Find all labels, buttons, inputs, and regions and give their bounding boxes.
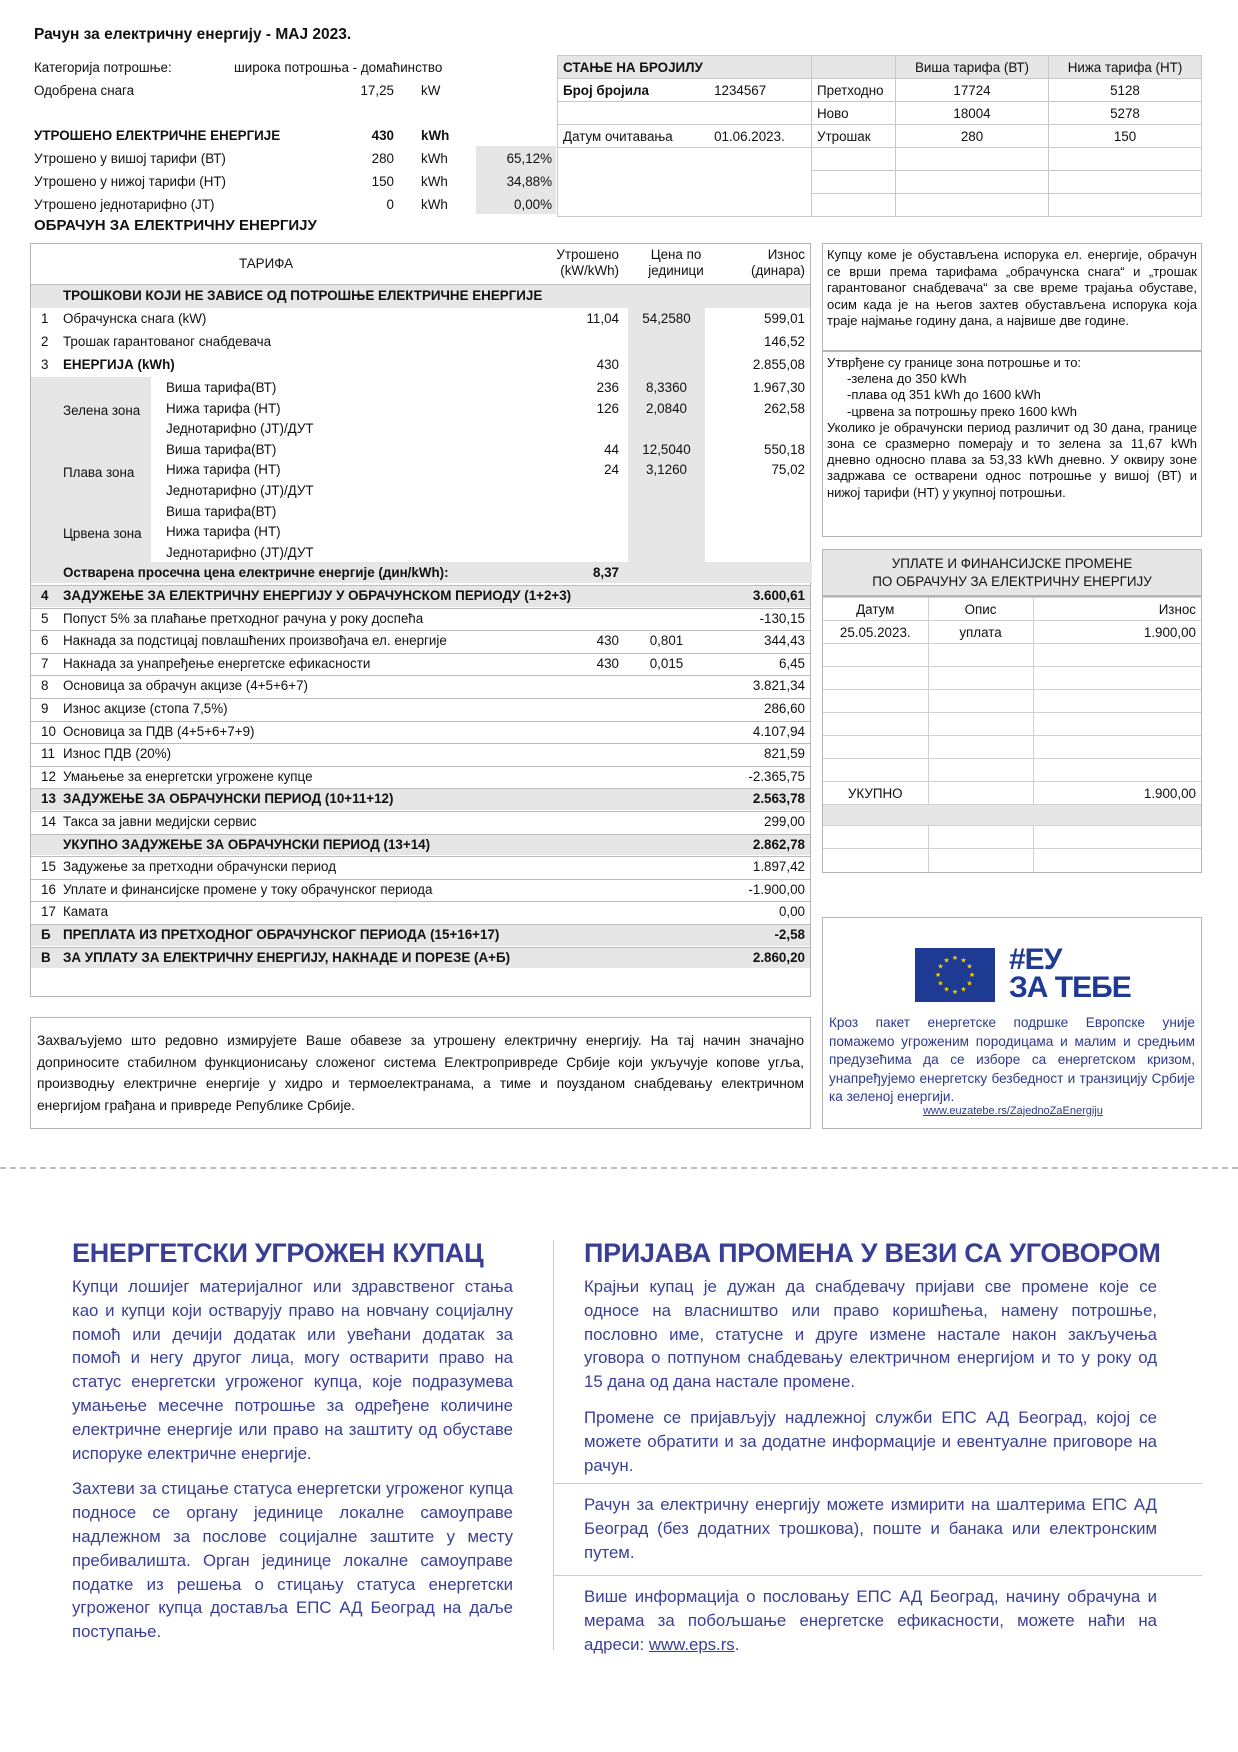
zone-tariff-row: Виша тарифа(ВТ) 44 12,5040 550,18 [166, 441, 805, 457]
svg-text:★: ★ [966, 962, 973, 971]
calc-row-2: 2 Трошак гарантованог снабдевача 146,52 [41, 334, 805, 349]
meter-vt-value: 18004 [896, 102, 1049, 125]
info-block [34, 56, 554, 212]
payment-desc: уплата [928, 621, 1033, 644]
calc-heading: ОБРАЧУН ЗА ЕЛЕКТРИЧНУ ЕНЕРГИЈУ [34, 217, 317, 234]
meter-nt-value: 150 [1049, 125, 1202, 148]
power-unit: kW [421, 83, 441, 98]
zone-tariff-row: Нижа тарифа (НТ) 24 3,1260 75,02 [166, 462, 805, 478]
eu-flag-icon [915, 948, 995, 1002]
meter-vt-value: 280 [896, 125, 1049, 148]
meter-number-label: Број бројила [558, 79, 710, 102]
zone-tariff-row: Једнотарифно (ЈТ)/ДУТ [166, 544, 314, 560]
eu-box [822, 917, 1202, 1129]
zone-tariff-row: Нижа тарифа (НТ) [166, 524, 281, 540]
calc-item-row: 9 Износ акцизе (стопа 7,5%) 286,60 [41, 701, 805, 716]
zone-tariff-row: Једнотарифно (ЈТ)/ДУТ [166, 421, 314, 437]
zone-tariff-row: Виша тарифа(ВТ) 236 8,3360 1.967,30 [166, 380, 805, 395]
bill-title: Рачун за електричну енергију - МАЈ 2023. [34, 26, 352, 43]
calc-item-row: 11 Износ ПДВ (20%) 821,59 [41, 746, 805, 762]
calc-item-row: 8 Основица за обрачун акцизе (4+5+6+7) 3.821,34 [41, 678, 805, 694]
eu-text: Кроз пакет енергетске подршке Европске уније помажемо угроженим породицама и малим и средњим предузећима да се изборе са енергетском кризом, унапређујемо енергетску безбедност и транзицију Србије ка зеленој енергији. [829, 1015, 1195, 1104]
svg-text:★: ★ [960, 985, 967, 994]
consumption-unit: kWh [421, 128, 450, 143]
column-divider [553, 1240, 554, 1650]
svg-text:★: ★ [951, 954, 959, 962]
zone-tariff-row: Нижа тарифа (НТ) 126 2,0840 262,58 [166, 400, 805, 416]
meter-row-label: Ново [812, 102, 896, 125]
calc-item-row: Б ПРЕПЛАТА ИЗ ПРЕТХОДНОГ ОБРАЧУНСКОГ ПЕРИОДА (15+16+17) -2,58 [41, 927, 805, 942]
suspension-note: Купцу коме је обустављена испорука ел. енергије, обрачун се врши према тарифама „обрачунска снага“ и „трошак гарантованог снабдевача“ за све време трајања обуставе, осим када је на његов захтев обустављена испорука која траје најмање годину дана, а највише две године. [822, 243, 1202, 351]
calc-item-row: 5 Попуст 5% за плаћање претходног рачуна у року доспећа -130,15 [41, 610, 805, 626]
calc-item-row: 6 Накнада за подстицај повлашћених произвођача ел. енергије 430 0,801 344,43 [41, 633, 805, 649]
meter-col-vt: Виша тарифа (ВТ) [896, 56, 1049, 79]
category-label: Категорија потрошње: [34, 60, 172, 75]
svg-text:★: ★ [943, 985, 950, 994]
fixed-costs-header: ТРОШКОВИ КОЈИ НЕ ЗАВИСЕ ОД ПОТРОШЊЕ ЕЛЕКТРИЧНЕ ЕНЕРГИЈЕ [63, 288, 543, 303]
payment-amount: 1.900,00 [1033, 621, 1201, 644]
meter-col-nt: Нижа тарифа (НТ) [1049, 56, 1202, 79]
calc-row-3: 3 ЕНЕРГИЈА (kWh) 430 2.855,08 [41, 357, 805, 372]
consumption-total-value: 430 [371, 128, 394, 143]
avg-price-row: Остварена просечна цена електричне енергије (дин/kWh): 8,37 [63, 565, 619, 580]
zones-note: Утврђене су границе зона потрошње и то: -зелена до 350 kWh -плава од 351 kWh до 1600 kWh -црвена за потрошњу преко 1600 kWh Уколико је обрачунски период различит од 30 дана, границе зона се сразмерно померају и то зелена за 11,67 kWh дневно односно плава за 53,33 kWh дневно. У оквиру зоне задржава се остварени однос потрошње у вишој (ВТ) и нижој тарифи (НТ) у укупној потрошњи. [822, 351, 1202, 537]
zone-tariff-row: Виша тарифа(ВТ) [166, 503, 277, 519]
consumption-row: Утрошено једнотарифно (ЈТ) 0 kWh 0,00% [34, 197, 552, 212]
meter-row-label: Претходно [812, 79, 896, 102]
svg-text:★: ★ [934, 971, 942, 979]
consumption-row: Утрошено у нижој тарифи (НТ) 150 kWh 34,88% [34, 174, 552, 189]
calc-table-header: ТАРИФА Утрошено (kW/kWh) Цена по јединици Износ (динара) [238, 247, 805, 278]
eu-slogan: #ЕУ ЗА ТЕБЕ [1009, 943, 1131, 1004]
zone-name: Зелена зона [63, 402, 141, 418]
zone-name: Црвена зона [63, 526, 142, 542]
zone-tariff-row: Једнотарифно (ЈТ)/ДУТ [166, 483, 314, 498]
vulnerable-text: Купци лошијег материјалног или здравственог стања као и купци који остварују право на новчану социјалну помоћ или дечији додатак или увећани додатак за помоћ и негу другог лица, могу остварити право на статус енергетски угроженог купца, које подразумева умањење месечне потрошње за одређене количине електричне енергије или право на заштиту од обуставе испоруке електричне енергије. Захтеви за стицање статуса енергетски угроженог купца подносе се органу јединице локалне самоуправе надлежном за послове социјалне заштите у месту пребивалишта. Орган јединице локалне самоуправе податке из решења о стицању статуса енергетски угроженог купца доставља ЕПС АД Београд на даље поступање. [72, 1277, 513, 1642]
payments-table: Датум Опис Износ 25.05.2023. уплата 1.900,00 УКУПНО 1.900,00 [822, 596, 1202, 873]
calc-item-row: 7 Накнада за унапређење енергетске ефикасности 430 0,015 6,45 [41, 655, 805, 671]
meter-date-value: 01.06.2023. [709, 125, 811, 148]
meter-date-label: Датум очитавања [558, 125, 710, 148]
svg-text:★: ★ [968, 971, 976, 979]
power-value: 17,25 [360, 83, 394, 98]
payment-date: 25.05.2023. [823, 621, 928, 644]
calc-item-row: 15 Задужење за претходни обрачунски период 1.897,42 [41, 859, 805, 875]
category-value: широка потрошња - домаћинство [234, 60, 443, 75]
svg-text:★: ★ [937, 962, 944, 971]
calc-item-row: 13 ЗАДУЖЕЊЕ ЗА ОБРАЧУНСКИ ПЕРИОД (10+11+12) 2.563,78 [41, 791, 805, 807]
power-label: Одобрена снага [34, 83, 135, 98]
meter-nt-value: 5278 [1049, 102, 1202, 125]
payments-total-label: УКУПНО [823, 782, 928, 805]
payments-total: 1.900,00 [1033, 782, 1201, 805]
calc-row-1: 1 Обрачунска снага (kW) 11,04 54,2580 599,01 [41, 311, 805, 326]
thanks-box: Захваљујемо што редовно измирујете Ваше обавезе за утрошену електричну енергију. На тај начин значајно доприносите стабилном функционисању сложеног система Електропривреде Србије који укључује копове угља, производњу електричне енергије у хидро и термоелектранама, а тиме и поузданом снабдевању електричном енергијом грађана и привреде Републике Србије. [30, 1017, 811, 1129]
eps-link[interactable]: www.eps.rs [648, 1634, 735, 1654]
zone-name: Плава зона [63, 464, 135, 480]
calc-item-row: 4 ЗАДУЖЕЊЕ ЗА ЕЛЕКТРИЧНУ ЕНЕРГИЈУ У ОБРАЧУНСКОМ ПЕРИОДУ (1+2+3) 3.600,61 [41, 588, 805, 603]
svg-text:★: ★ [951, 988, 959, 996]
meter-table [557, 55, 1202, 217]
consumption-total-label: УТРОШЕНО ЕЛЕКТРИЧНЕ ЕНЕРГИЈЕ [34, 128, 281, 143]
meter-header: СТАЊЕ НА БРОЈИЛУ [558, 56, 812, 79]
contract-text: Крајњи купац је дужан да снабдевачу пријави све промене које се односе на власништво или право коришћења, намену потрошње, пословно име, статусне и друге измене настале након закључења уговора о потпуном снабдевању електричном енергијом и то у року од 15 дана од дана настале промене. Промене се пријављују надлежној служби ЕПС АД Београд, којој се можете обратити и за додатне информације и евентуалне приговоре на рачун. [584, 1277, 1157, 1475]
calc-item-row: 17 Камата 0,00 [41, 904, 805, 920]
payment-info-text: Рачун за електричну енергију можете измирити на шалтерима ЕПС АД Београд (без додатних трошкова), поште и банака или електронским путем. [584, 1495, 1157, 1562]
meter-row-label: Утрошак [812, 125, 896, 148]
eu-link[interactable]: www.euzatebe.rs/ZajednoZaEnergiju [923, 1105, 1103, 1117]
payments-title: УПЛАТЕ И ФИНАНСИЈСКЕ ПРОМЕНЕ ПО ОБРАЧУНУ ЗА ЕЛЕКТРИЧНУ ЕНЕРГИЈУ [822, 549, 1202, 596]
more-info-text: Више информација о пословању ЕПС АД Београд, начину обрачуна и мерама за побољшање енергетске ефикасности, можете наћи на адреси: www.eps.rs. [584, 1587, 1157, 1654]
calc-item-row: 12 Умањење за енергетски угрожене купце -2.365,75 [41, 768, 805, 784]
calc-table [30, 243, 811, 997]
svg-text:★: ★ [943, 956, 950, 965]
calc-item-row: 14 Такса за јавни медијски сервис 299,00 [41, 814, 805, 829]
calc-item-row: УКУПНО ЗАДУЖЕЊЕ ЗА ОБРАЧУНСКИ ПЕРИОД (13+14) 2.862,78 [63, 836, 805, 852]
meter-number-value: 1234567 [709, 79, 811, 102]
svg-text:★: ★ [966, 979, 973, 988]
consumption-row: Утрошено у вишој тарифи (ВТ) 280 kWh 65,12% [34, 151, 552, 166]
calc-item-row: В ЗА УПЛАТУ ЗА ЕЛЕКТРИЧНУ ЕНЕРГИЈУ, НАКНАДЕ И ПОРЕЗЕ (А+Б) 2.860,20 [41, 949, 805, 965]
svg-text:★: ★ [937, 979, 944, 988]
cut-line [0, 1167, 1238, 1169]
meter-vt-value: 17724 [896, 79, 1049, 102]
svg-text:★: ★ [960, 956, 967, 965]
calc-item-row: 16 Уплате и финансијске промене у току обрачунског периода -1.900,00 [41, 881, 805, 897]
meter-nt-value: 5128 [1049, 79, 1202, 102]
calc-item-row: 10 Основица за ПДВ (4+5+6+7+9) 4.107,94 [41, 723, 805, 739]
contract-heading: ПРИЈАВА ПРОМЕНА У ВЕЗИ СА УГОВОРОМ [584, 1238, 1161, 1268]
vulnerable-heading: ЕНЕРГЕТСКИ УГРОЖЕН КУПАЦ [72, 1238, 484, 1268]
